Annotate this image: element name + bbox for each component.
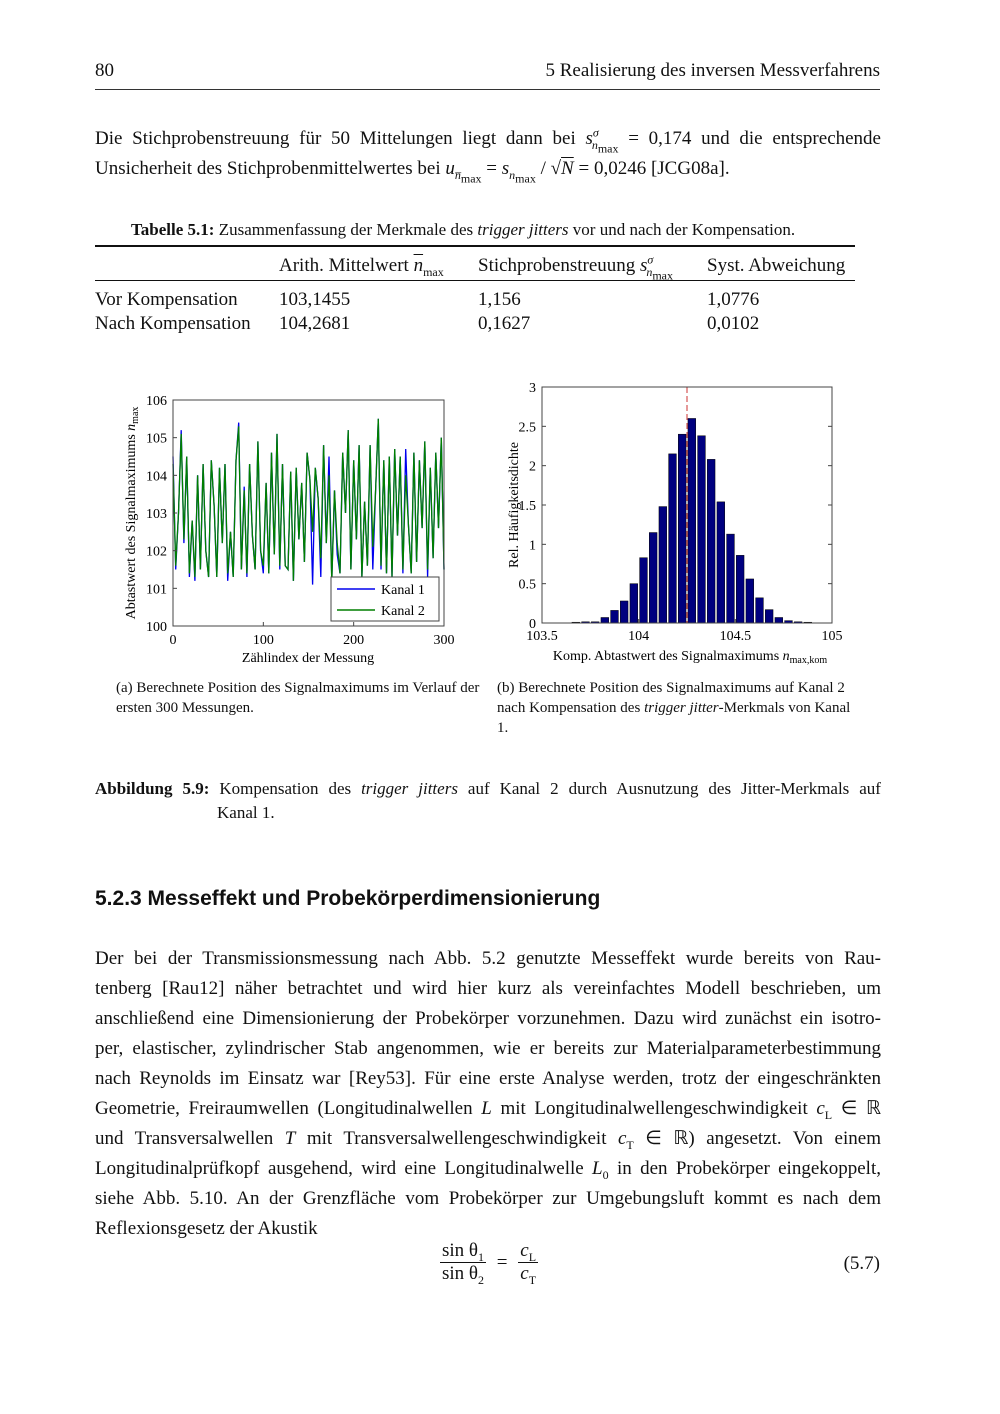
time-series-chart: [110, 380, 480, 670]
y-tick-label: 3: [529, 381, 536, 396]
y-tick-label: 101: [146, 582, 167, 598]
figure-caption: Abbildung 5.9: Kompensation des trigger jitters auf Kanal 2 durch Ausnutzung des Jitter-Merkmals auf Kanal 1.: [95, 779, 881, 822]
equation-5-7: $\frac{\sin \theta_1}{\sin \theta_2}$ = $\frac{c_L}{c_T}$: [442, 1240, 537, 1287]
histogram-bar: [746, 579, 754, 623]
section-heading: 5.2.3 Messeffekt und Probekörperdimensionierung: [95, 887, 601, 910]
y-tick-label: 0: [529, 617, 536, 632]
page-number: 80: [95, 60, 114, 81]
x-tick-label: 105: [821, 629, 843, 644]
table-header-row: Arith. Mittelwert $\overline{n}_{max}$ Stichprobenstreuung $s^\sigma_{n_{max}}$ Syst. Abweichung: [279, 252, 846, 283]
histogram-bar: [620, 601, 628, 623]
histogram-bar: [649, 533, 657, 623]
histogram-bar: [775, 617, 783, 623]
histogram-bar: [765, 610, 773, 623]
histogram-bar: [630, 584, 638, 623]
legend: [331, 577, 439, 621]
intro-paragraph: Die Stichprobenstreuung für 50 Mittelungen liegt dann bei $s^\sigma_{n_{max}} = 0,174$ und die entsprechende Unsicherheit des Stichprobenmittelwertes bei $u_{n̅_{max}} = s_{n_{max}} / √N = 0,0246$ [JCG08a].: [95, 125, 881, 186]
histogram-bar: [688, 418, 696, 623]
histogram-bar: [698, 436, 706, 623]
x-tick-label: 300: [433, 633, 455, 648]
histogram-bar: [601, 617, 609, 623]
histogram-bar: [707, 459, 715, 623]
histogram-bar: [640, 558, 648, 623]
y-axis-label: Rel. Häufigkeitsdichte: [507, 442, 522, 568]
x-tick-label: 200: [343, 633, 365, 648]
y-tick-label: 2.5: [518, 420, 536, 436]
x-axis-label: Komp. Abtastwert des Signalmaximums $n_{max,kom}$: [552, 649, 828, 666]
x-tick-label: 104.5: [719, 629, 752, 644]
y-tick-label: 2: [529, 459, 536, 475]
y-tick-label: 105: [146, 431, 167, 447]
header-rule: [95, 89, 880, 90]
series-line-kanal-2: [173, 419, 444, 581]
y-tick-label: 103: [146, 507, 167, 522]
x-tick-label: 103.5: [526, 629, 558, 644]
histogram-bar: [659, 507, 667, 623]
table-caption: Tabelle 5.1: Zusammenfassung der Merkmale des trigger jitters vor und nach der Kompensation.: [131, 220, 796, 239]
histogram-bar: [678, 434, 686, 623]
histogram-bar: [611, 610, 619, 623]
histogram-bar: [717, 502, 725, 623]
equation-number: (5.7): [843, 1253, 880, 1274]
histogram-bar: [736, 555, 744, 623]
histogram-bar: [756, 598, 764, 623]
legend-label-kanal-1: Kanal 1: [381, 583, 425, 598]
summary-table: [95, 252, 855, 336]
body-paragraph: Der bei der Transmissionsmessung nach Abb. 5.2 genutzte Messeffekt wurde bereits von Rau- tenberg [Rau12] näher betrachtet und wird hier kurz als vereinfachtes Modell beschrieben, um anschließend eine Dimensionierung der Probekörper vorzunehmen. Dazu wird zunächst ein isotro- per, elastischer, zylindrischer Stab angenommen, wie er bereits zur Materialparameterbestimmung nach Reynolds im Einsatz war [Rey53]. Für eine erste Analyse werden, trotz der eingeschränkten Geometrie, Freiraumwellen (Longitudinalwellen L mit Longitudinalwellengeschwindigkeit $c_L$ ∈ ℝ und Transversalwellen T mit Transversalwellengeschwindigkeit $c_T$ ∈ ℝ) angesetzt. Von einem Longitudinalprüfkopf ausgehend, wird eine Longitudinalwelle $L_0$ in den Probekörper eingekoppelt, siehe Abb. 5.10. An der Grenzfläche vom Probekörper zur Umgebungsluft kommt es nach dem Reflexionsgesetz der Akustik: [95, 948, 881, 1239]
x-tick-label: 104: [628, 629, 650, 644]
subcaption-b: (b) Berechnete Position des Signalmaximums auf Kanal 2 nach Kompensation des trigger jitter-Merkmals von Kanal 1.: [497, 680, 851, 736]
y-tick-label: 104: [146, 469, 167, 485]
table-row: Nach Kompensation 104,2681 0,1627 0,0102: [95, 313, 760, 334]
y-tick-label: 1.5: [518, 499, 536, 514]
legend-label-kanal-2: Kanal 2: [381, 604, 425, 619]
y-tick-label: 0.5: [518, 577, 536, 593]
table-top-rule: [95, 245, 855, 247]
x-tick-label: 0: [169, 633, 177, 648]
subcaption-a: (a) Berechnete Position des Signalmaximums im Verlauf der ersten 300 Messungen.: [116, 680, 480, 716]
x-axis-label: Zählindex der Messung: [241, 651, 375, 666]
table-row: Vor Kompensation 103,1455 1,156 1,0776: [95, 289, 760, 310]
histogram-bar: [727, 534, 735, 623]
y-tick-label: 106: [146, 394, 167, 409]
x-tick-label: 100: [252, 633, 274, 648]
histogram-chart: [500, 378, 860, 668]
running-header: 5 Realisierung des inversen Messverfahrens: [545, 60, 880, 81]
y-tick-label: 102: [146, 544, 167, 560]
y-tick-label: 100: [146, 620, 167, 635]
y-axis-label: Abtastwert des Signalmaximums $n_{max}$: [124, 406, 141, 620]
histogram-bar: [669, 454, 677, 623]
y-tick-label: 1: [529, 538, 536, 554]
